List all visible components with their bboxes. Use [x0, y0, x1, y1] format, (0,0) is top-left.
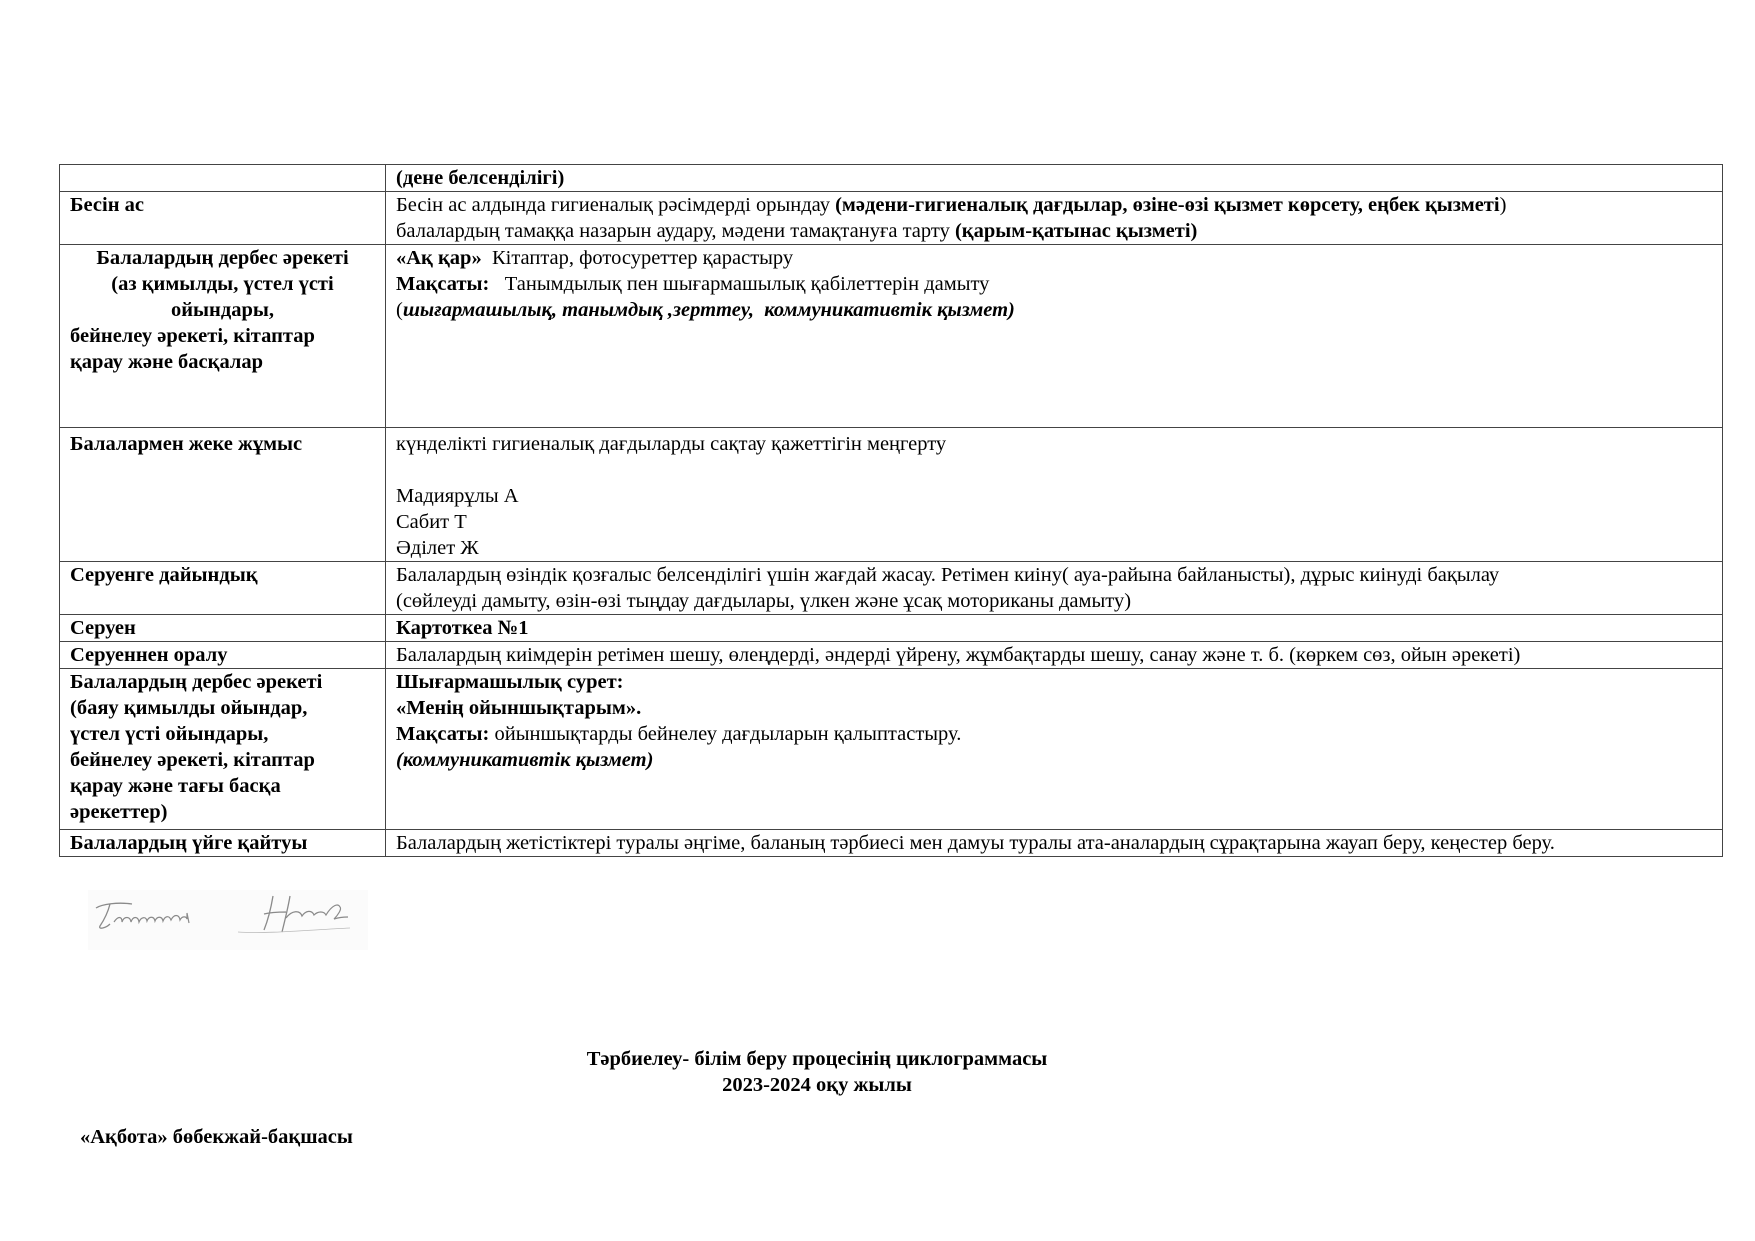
content-line: [396, 245, 1712, 271]
text-run: ойыншықтарды бейнелеу дағдыларын қалыптастыру.: [489, 723, 962, 745]
table-row: [60, 192, 1723, 245]
row-content: [386, 192, 1723, 245]
row-label: Балалардың үйге қайтуы: [60, 830, 386, 857]
row-content: [386, 562, 1723, 615]
content-line: [396, 457, 1712, 483]
label-line: үстел үсті ойындары,: [70, 723, 269, 745]
row-content: [386, 165, 1723, 192]
content-line: [396, 721, 1712, 747]
content-line: Шығармашылық сурет:: [396, 671, 624, 693]
title-line-1: Тәрбиелеу- білім беру процесінің циклограммасы: [586, 1048, 1048, 1070]
row-label: Бесін ас: [60, 192, 386, 245]
signature-icon: [88, 890, 368, 950]
table-row: [60, 562, 1723, 615]
row-content: [386, 669, 1723, 830]
content-line: [396, 218, 1712, 244]
text-run-bold: Мақсаты:: [396, 723, 490, 745]
text-run: балалардың тамаққа назарын аудару, мәдени тамақтануға тарту: [396, 220, 955, 242]
row-label: Серуеннен оралу: [60, 642, 386, 669]
label-line: Балалардың дербес әрекеті: [96, 247, 349, 269]
content-line: Балалардың киімдерін ретімен шешу, өлеңдерді, әндерді үйрену, жұмбақтарды шешу, санау және т. б. (көркем сөз, ойын әрекеті): [396, 644, 1521, 666]
row-content: [386, 642, 1723, 669]
content-line: күнделікті гигиеналық дағдыларды сақтау қажеттігін меңгерту: [396, 433, 947, 455]
organization-name: «Ақбота» бөбекжай-бақшасы: [80, 1126, 353, 1148]
label-line: бейнелеу әрекеті, кітаптар: [70, 325, 315, 347]
text-run: (: [396, 299, 403, 321]
text-run-bold: «Ақ қар»: [396, 247, 482, 269]
title-line-2: 2023-2024 оқу жылы: [722, 1074, 912, 1096]
content-line: [396, 271, 1712, 297]
row-label: [60, 245, 386, 428]
table-row: [60, 245, 1723, 428]
document-title: [0, 1046, 1634, 1098]
label-line: қарау және тағы басқа: [70, 775, 281, 797]
row-label: [60, 669, 386, 830]
content-line: Мадиярұлы А: [396, 485, 519, 507]
table-row: [60, 165, 1723, 192]
content-line: Картоткеа №1: [396, 617, 529, 639]
table-row: [60, 615, 1723, 642]
row-content: [386, 428, 1723, 562]
content-line: Балалардың өзіндік қозғалыс белсенділігі үшін жағдай жасау. Ретімен киіну( ауа-райына байланысты), дұрыс киінуді бақылау: [396, 564, 1500, 586]
table-row: [60, 428, 1723, 562]
text-run: Бесін ас алдында гигиеналық рәсімдерді орындау: [396, 194, 836, 216]
table-row: [60, 669, 1723, 830]
row-content: [386, 830, 1723, 857]
row-label: Серуен: [60, 615, 386, 642]
label-line: Балалардың дербес әрекеті: [70, 671, 323, 693]
text-run-bold: Мақсаты:: [396, 273, 490, 295]
signature-stamp: [88, 890, 368, 950]
table-row: [60, 830, 1723, 857]
text-run: Кітаптар, фотосуреттер қарастыру: [481, 247, 794, 269]
text-run-bold: (қарым-қатынас қызметі): [954, 220, 1198, 242]
row-label: Серуенге дайындық: [60, 562, 386, 615]
content-line: (дене белсенділігі): [396, 167, 565, 189]
row-label: [60, 165, 386, 192]
text-run: Танымдылық пен шығармашылық қабілеттерін дамыту: [489, 273, 990, 295]
label-line: әрекеттер): [70, 801, 168, 823]
schedule-table: [59, 164, 1723, 857]
label-line: бейнелеу әрекеті, кітаптар: [70, 749, 315, 771]
label-line: қарау және басқалар: [70, 351, 264, 373]
content-line: (коммуникативтік қызмет): [396, 749, 654, 771]
label-line: (аз қимылды, үстел үсті: [111, 273, 334, 295]
content-line: Әділет Ж: [396, 537, 479, 559]
text-run-bold-italic: шығармашылық, танымдық ,зерттеу, коммуникативтік қызмет): [402, 299, 1015, 321]
text-run-bold: (мәдени-гигиеналық дағдылар, өзіне-өзі қызмет көрсету, еңбек қызметі: [835, 194, 1500, 216]
text-run: ): [1499, 194, 1507, 216]
table-row: [60, 642, 1723, 669]
content-line: (сөйлеуді дамыту, өзін-өзі тыңдау дағдылары, үлкен және ұсақ моториканы дамыту): [396, 590, 1132, 612]
row-label: Балалармен жеке жұмыс: [60, 428, 386, 562]
content-line: Балалардың жетістіктері туралы әңгіме, баланың тәрбиесі мен дамуы туралы ата-аналардың сұрақтарына жауап беру, кеңестер беру.: [396, 832, 1555, 854]
content-line: [396, 297, 1712, 323]
content-line: [396, 192, 1712, 218]
content-line: Сабит Т: [396, 511, 467, 533]
row-content: [386, 245, 1723, 428]
row-content: [386, 615, 1723, 642]
content-line: «Менің ойыншықтарым».: [396, 697, 642, 719]
label-line: ойындары,: [170, 299, 275, 321]
label-line: (баяу қимылды ойындар,: [70, 697, 308, 719]
